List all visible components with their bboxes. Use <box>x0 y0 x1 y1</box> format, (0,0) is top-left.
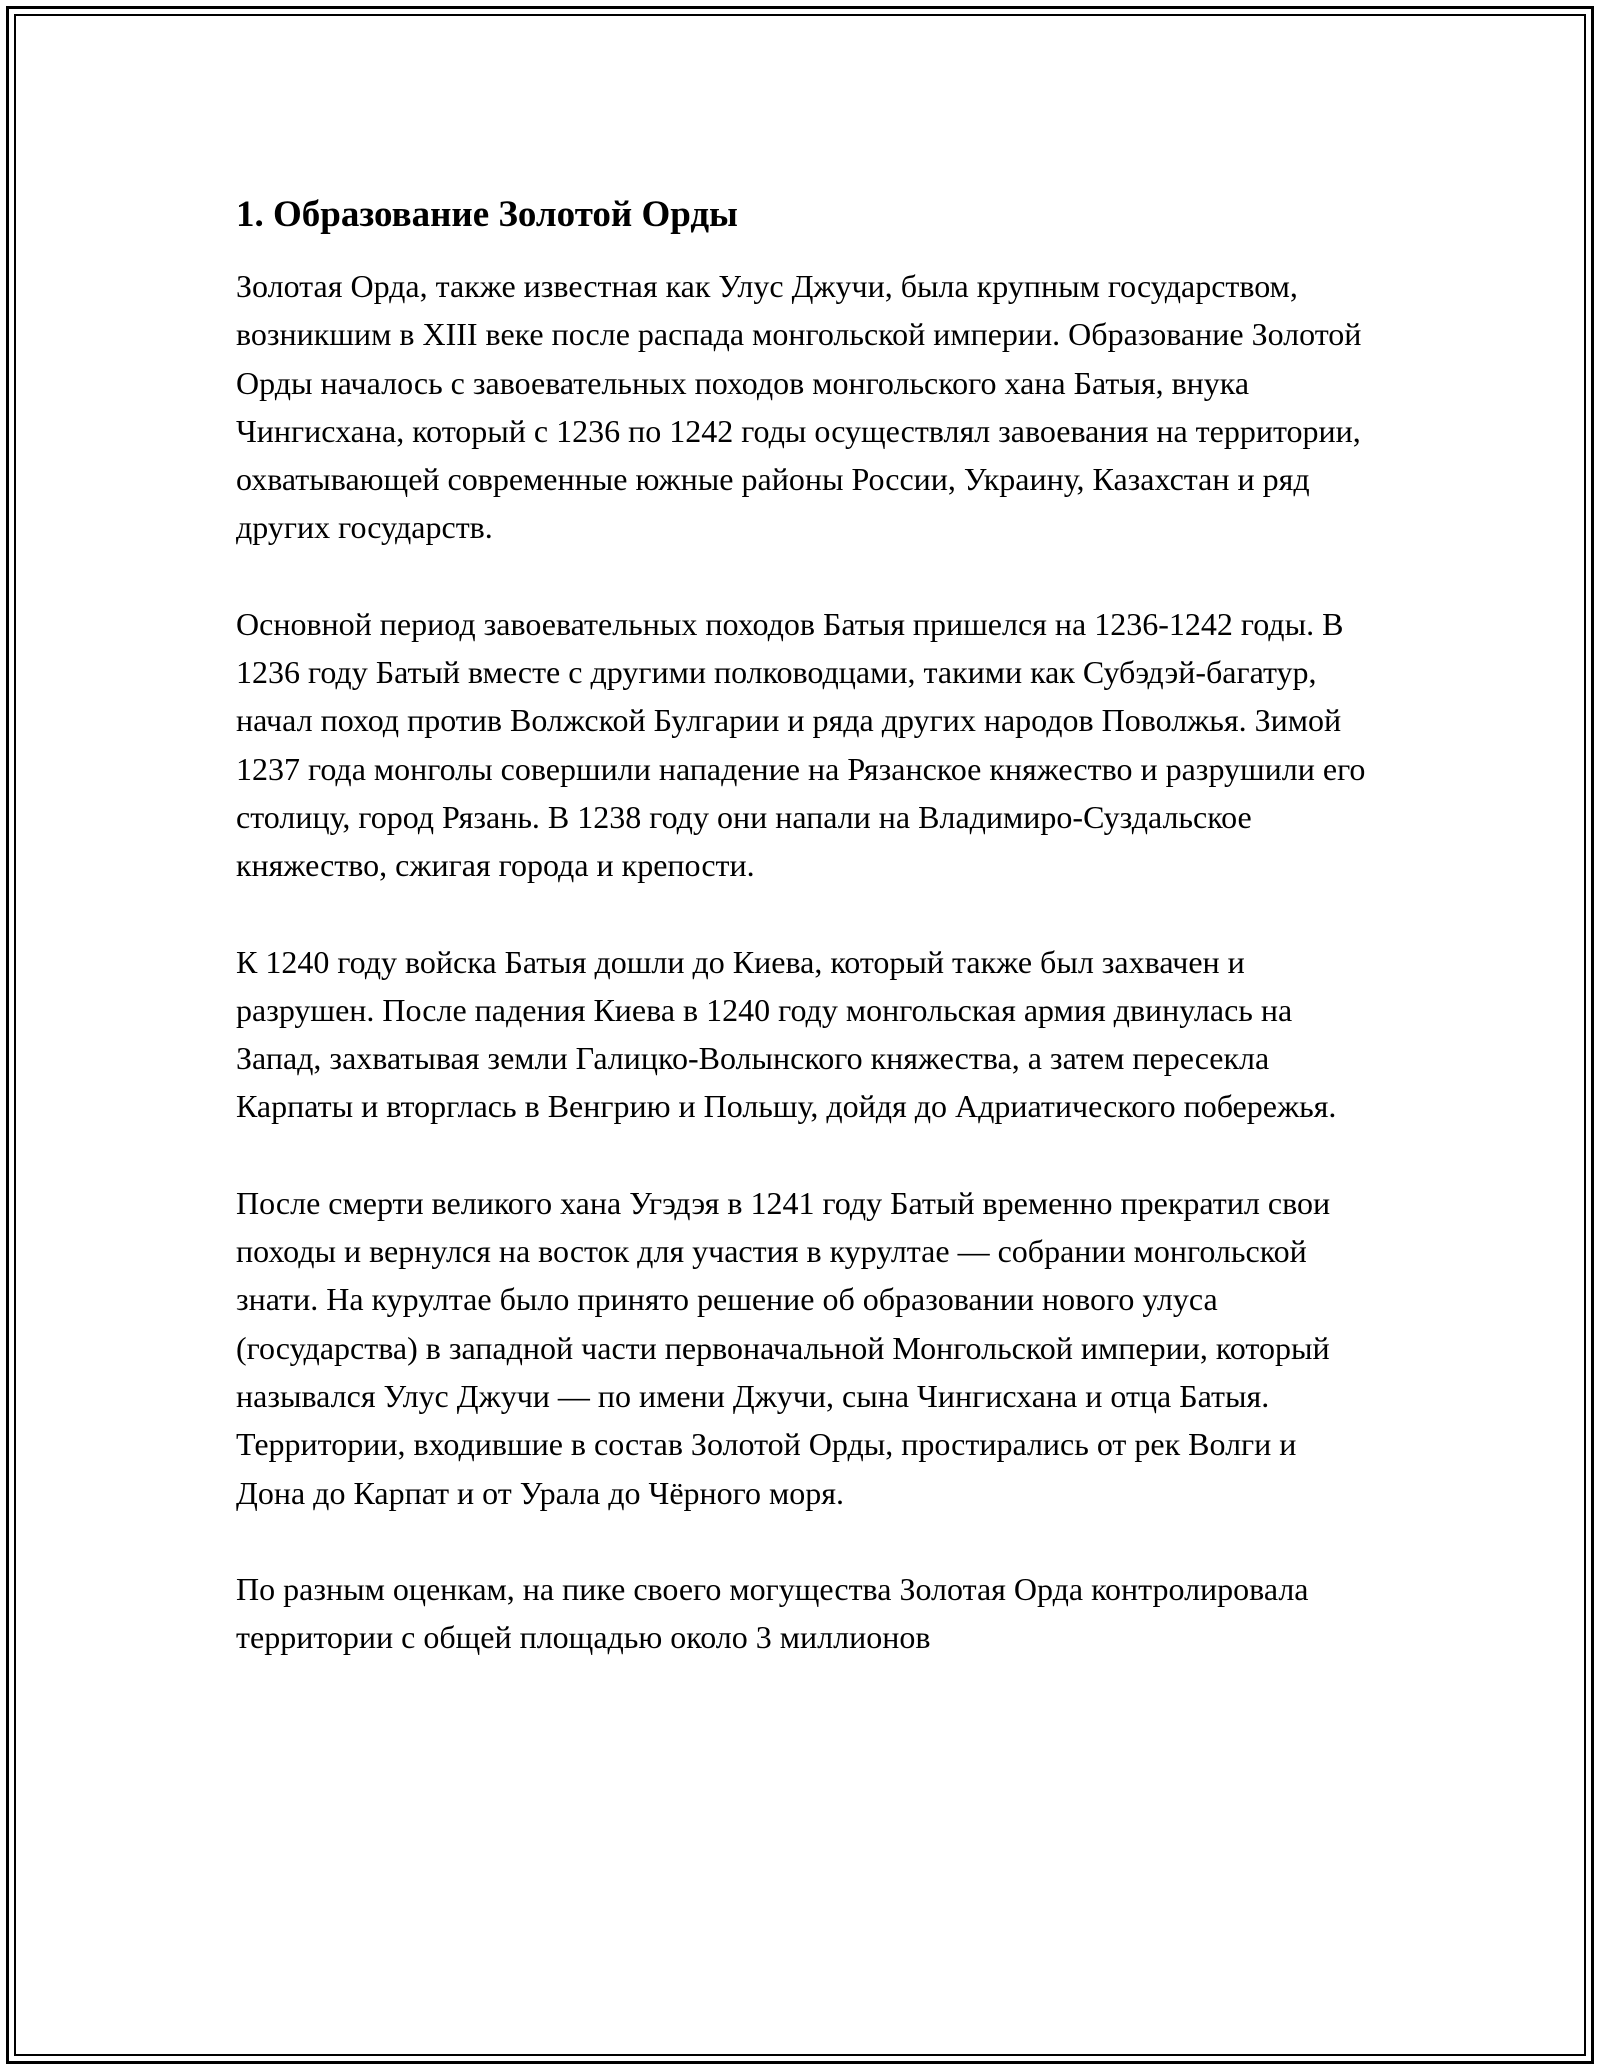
paragraph-4: После смерти великого хана Угэдэя в 1241 году Батый временно прекратил свои походы и вернулся на восток для участия в курултае — собрании монгольской знати. На курултае было принято решение об образовании нового улуса (государства) в западной части первоначальной Монгольской империи, который назывался Улус Джучи — по имени Джучи, сына Чингисхана и отца Батыя. Территории, входившие в состав Золотой Орды, простирались от рек Волги и Дона до Карпат и от Урала до Чёрного моря. <box>236 1184 1331 1511</box>
section-heading: 1. Образование Золотой Орды <box>236 194 738 235</box>
document-body <box>236 185 1366 1661</box>
paragraph-1: Золотая Орда, также известная как Улус Джучи, была крупным государством, возникшим в XIII веке после распада монгольской империи. Образование Золотой Орды началось с завоевательных походов монгольского хана Батыя, внука Чингисхана, который с 1236 по 1242 годы осуществлял завоевания на территории, охватывающей современные южные районы России, Украину, Казахстан и ряд других государств. <box>236 268 1362 546</box>
paragraph-5: По разным оценкам, на пике своего могущества Золотая Орда контролировала территории с общей площадью около 3 миллионов <box>236 1570 1309 1656</box>
paragraph-2: Основной период завоевательных походов Батыя пришелся на 1236-1242 годы. В 1236 году Батый вместе с другими полководцами, такими как Субэдэй-багатур, начал поход против Волжской Булгарии и ряда других народов Поволжья. Зимой 1237 года монголы совершили нападение на Рязанское княжество и разрушили его столицу, город Рязань. В 1238 году они напали на Владимиро-Суздальское княжество, сжигая города и крепости. <box>236 605 1366 884</box>
paragraph-3: К 1240 году войска Батыя дошли до Киева, который также был захвачен и разрушен. После падения Киева в 1240 году монгольская армия двинулась на Запад, захватывая земли Галицко-Волынского княжества, а затем пересекла Карпаты и вторглась в Венгрию и Польшу, дойдя до Адриатического побережья. <box>236 943 1337 1125</box>
